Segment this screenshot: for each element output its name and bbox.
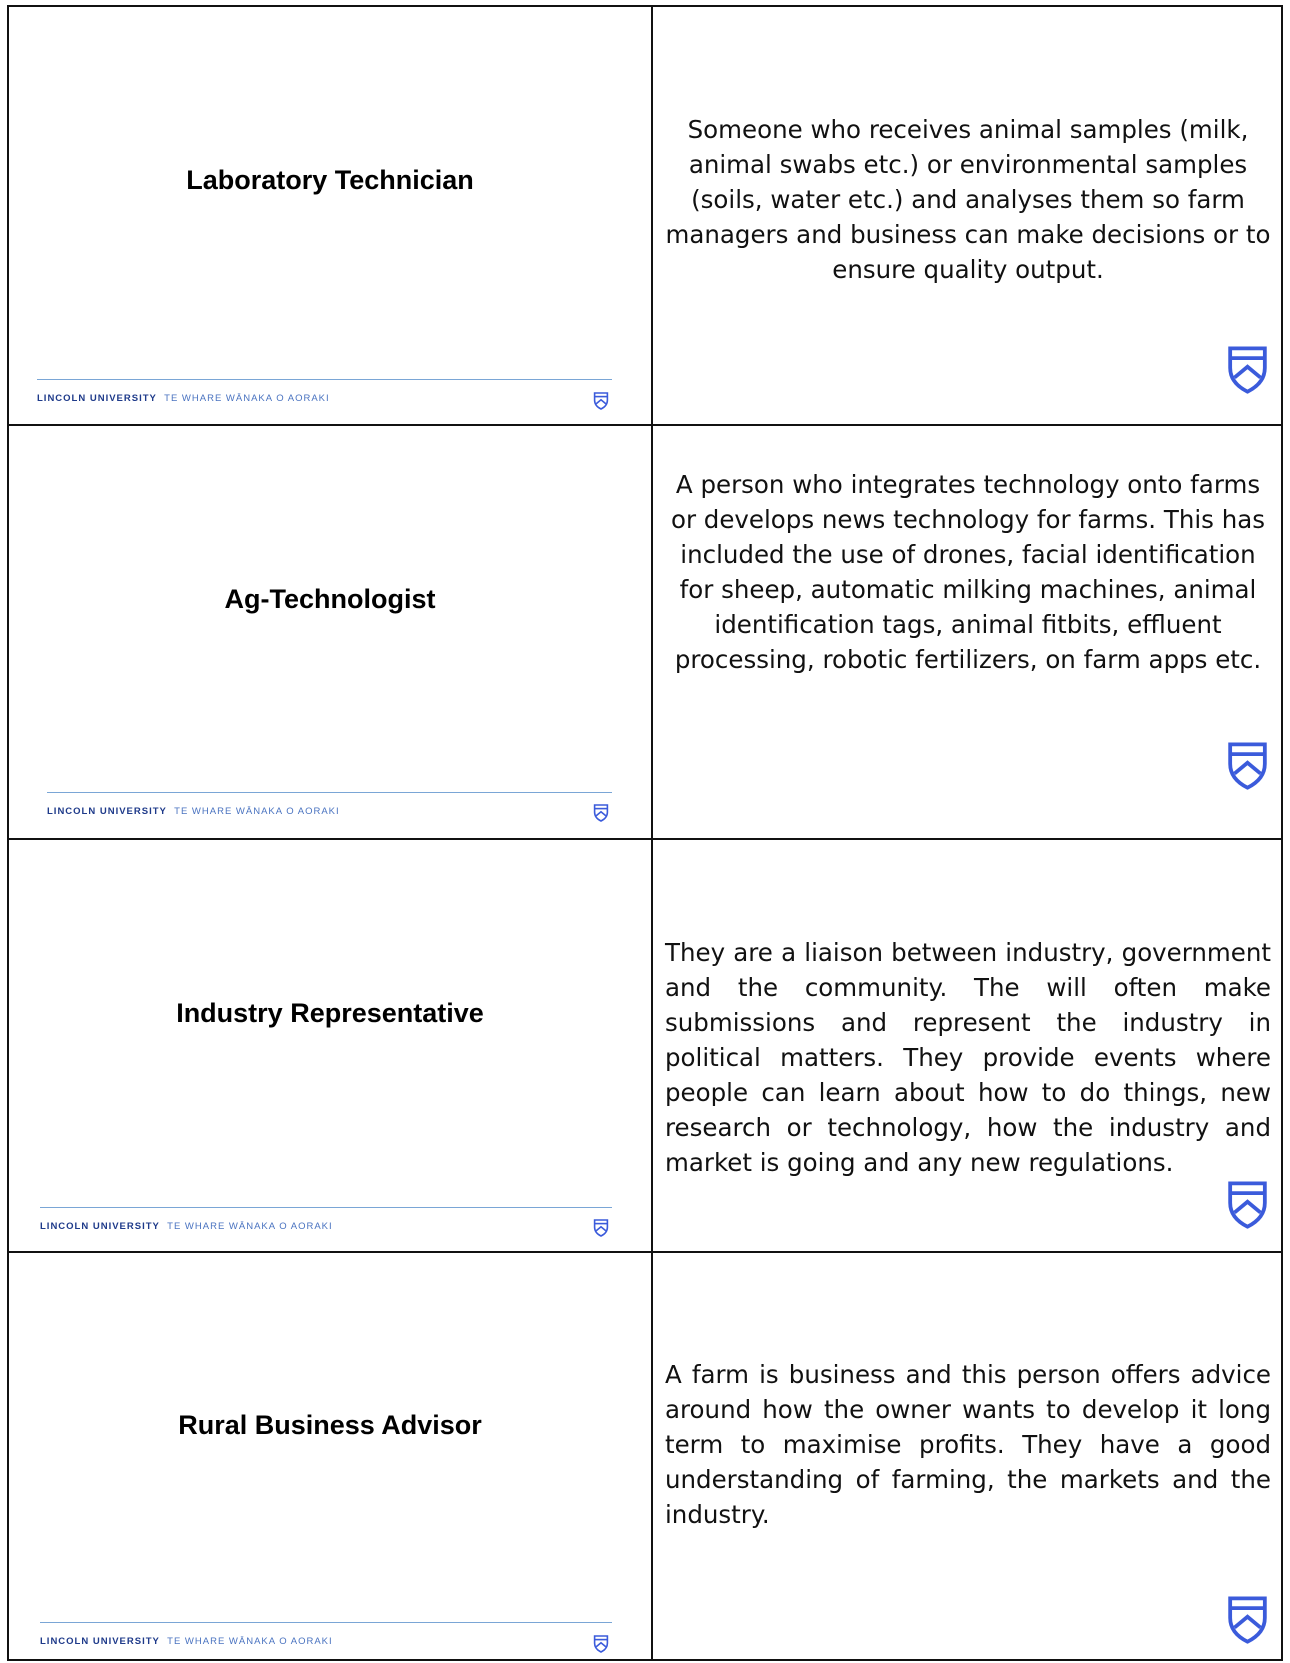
footer-rule <box>37 379 612 380</box>
shield-chevron-icon <box>593 1634 609 1654</box>
shield-chevron-icon <box>593 803 609 823</box>
footer-wordmark <box>37 393 330 404</box>
description-card <box>653 7 1281 424</box>
shield-chevron-icon <box>593 391 609 411</box>
footer-wordmark <box>40 1221 333 1232</box>
footer-maori-name: TE WHARE WĀNAKA O AORAKI <box>164 393 330 404</box>
footer-rule <box>40 1622 612 1623</box>
shield-chevron-icon <box>1225 1594 1270 1646</box>
footer-rule <box>47 792 612 793</box>
footer-wordmark <box>40 1636 333 1647</box>
role-description: They are a liaison between industry, government and the community. The will often make submissions and represent the industry in political matters. They provide events where people can learn about how to do things, new research or technology, how the industry and market is going and any new regulations. <box>665 938 1271 1177</box>
role-card <box>9 1253 651 1659</box>
footer-university: LINCOLN UNIVERSITY <box>40 1636 160 1647</box>
footer-university: LINCOLN UNIVERSITY <box>40 1221 160 1232</box>
shield-chevron-icon <box>1225 344 1270 396</box>
role-title: Rural Business Advisor <box>178 1410 482 1440</box>
description-card <box>653 1253 1281 1659</box>
role-title: Laboratory Technician <box>186 165 474 195</box>
role-card <box>9 7 651 424</box>
footer-rule <box>40 1207 612 1208</box>
footer-university: LINCOLN UNIVERSITY <box>37 393 157 404</box>
role-card <box>9 426 651 838</box>
footer-maori-name: TE WHARE WĀNAKA O AORAKI <box>174 806 340 817</box>
footer-wordmark <box>47 806 340 817</box>
footer-maori-name: TE WHARE WĀNAKA O AORAKI <box>167 1636 333 1647</box>
footer-maori-name: TE WHARE WĀNAKA O AORAKI <box>167 1221 333 1232</box>
description-card <box>653 840 1281 1251</box>
footer-university: LINCOLN UNIVERSITY <box>47 806 167 817</box>
shield-chevron-icon <box>1225 740 1270 792</box>
role-title: Industry Representative <box>176 998 484 1028</box>
role-description: A farm is business and this person offers advice around how the owner wants to develop it long term to maximise profits. They have a good understanding of farming, the markets and the industry. <box>665 1360 1271 1529</box>
role-title: Ag-Technologist <box>224 584 436 614</box>
role-card <box>9 840 651 1251</box>
shield-chevron-icon <box>593 1218 609 1238</box>
shield-chevron-icon <box>1225 1179 1270 1231</box>
role-description: A person who integrates technology onto farms or develops news technology for farms. This has included the use of drones, facial identification for sheep, automatic milking machines, animal identification tags, animal fitbits, effluent processing, robotic fertilizers, on farm apps etc. <box>670 470 1266 674</box>
role-description: Someone who receives animal samples (milk, animal swabs etc.) or environmental samples (soils, water etc.) and analyses them so farm managers and business can make decisions or to ensure quality output. <box>665 115 1271 284</box>
description-card <box>653 426 1281 838</box>
